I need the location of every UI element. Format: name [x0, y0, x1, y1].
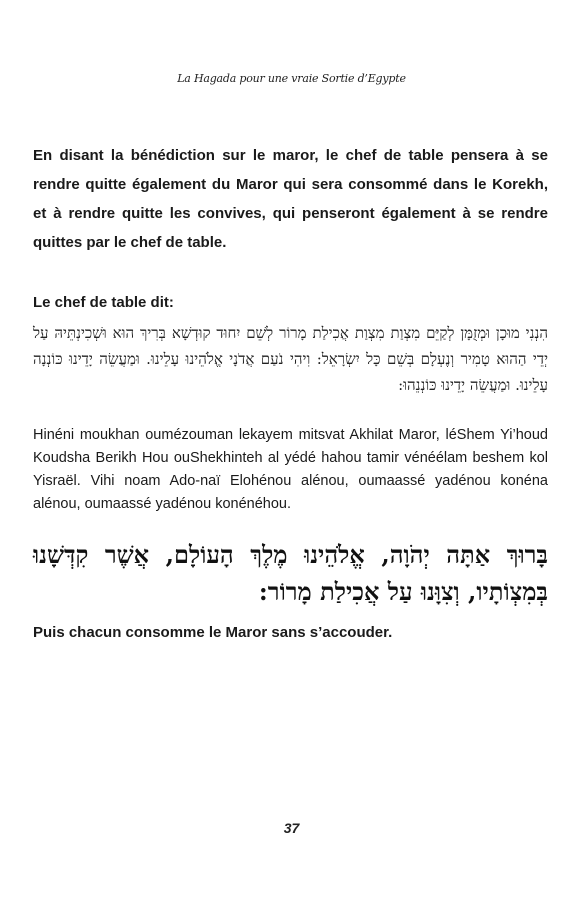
running-header-title: La Hagada pour une vraie Sortie d’Egypte	[177, 72, 406, 85]
transliteration-paragraph: Hinéni moukhan oumézouman lekayem mitsvat Akhilat Maror, léShem Yi’houd Koudsha Berikh Hou ouShekhinteh al yédé hahou tamir vénéélam beshem kol Yisraël. Vihi noam Ado-naï Elohénou alénou, oumaassé yadénou konéna alénou, oumaassé yadénou konénéhou.	[33, 427, 548, 512]
blessing-hebrew-text: בָּרוּךְ אַתָּה יְהֹוָה, אֱלֹהֵינוּ מֶלֶךְ הָעוֹלָם, אֲשֶׁר קִדְּשָׁנוּ בְּמִצְוֹתָיו, וְצִוָּנוּ עַל אֲכִילַת מָרוֹר:	[33, 540, 548, 606]
instruction-intention-paragraph: En disant la bénédiction sur le maror, le chef de table pensera à se rendre quitte également du Maror qui sera consommé dans le Korekh, et à rendre quitte les convives, qui penseront également à se rendre quittes par le chef de table.	[33, 147, 548, 251]
instruction-eat-paragraph: Puis chacun consomme le Maror sans s’accouder.	[33, 624, 393, 641]
page-number: 37	[283, 820, 300, 836]
hebrew-declaration-paragraph: הִנְנִי מוּכָן וּמְזֻמָּן לְקַיֵּם מִצְוַת מִצְוַת אֲכִילַת מָרוֹר לְשֵׁם יִחוּד קוּדְשָׁא בְּרִיךְ הוּא וּשְׁכִינְתֵּיהּ עַל יְדֵי הַהוּא טָמִיר וְנֶעְלָם בְּשֵׁם כָּל יִשְׂרָאֵל: וִיהִי נֹעַם אֲדֹנָי אֱלֹהֵינוּ עָלֵינוּ. וּמַעֲשֵׂה יָדֵינוּ כּוֹנְנָה עָלֵינוּ. וּמַעֲשֵׂה יָדֵינוּ כּוֹנְנֵהוּ:	[33, 324, 548, 394]
leader-says-heading: Le chef de table dit:	[33, 294, 174, 311]
